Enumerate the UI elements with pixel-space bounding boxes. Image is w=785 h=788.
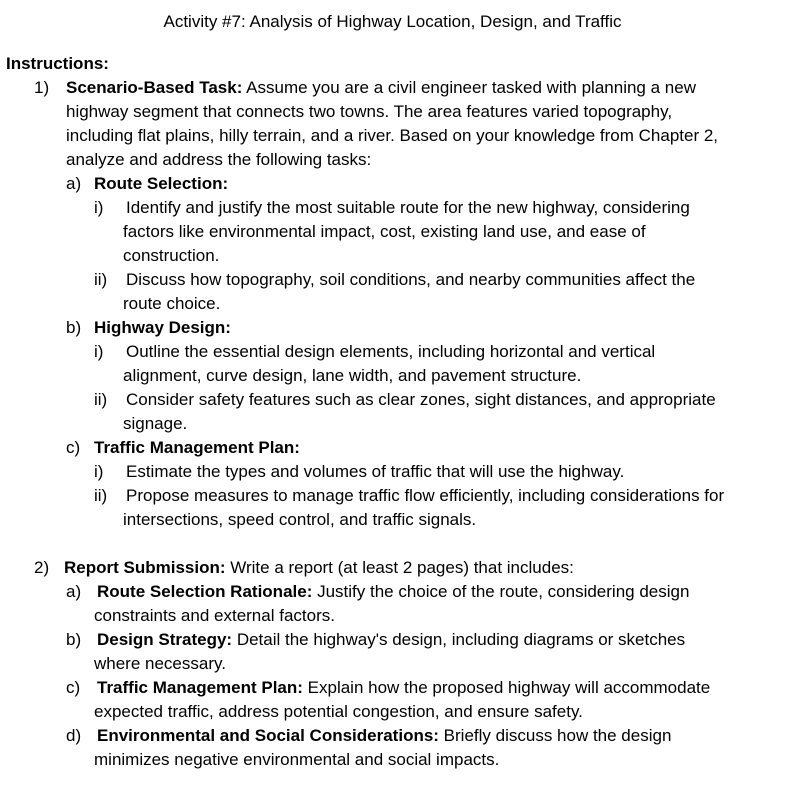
item-2c-bold-label: Traffic Management Plan: — [97, 678, 303, 697]
instructions-heading: Instructions: — [6, 54, 109, 73]
item-1c-ii-number: ii) — [94, 486, 108, 505]
item-2-line-1 — [64, 556, 574, 580]
item-2a-line-1-text: Justify the choice of the route, considering design — [312, 582, 690, 601]
item-1c-i-line-1: Estimate the types and volumes of traffic that will use the highway. — [126, 462, 625, 481]
item-1a-number: a) — [66, 174, 82, 193]
item-1a-i-line-2: factors like environmental impact, cost, existing land use, and ease of — [123, 222, 646, 241]
item-1b-ii-number: ii) — [94, 390, 108, 409]
item-2b-line-1-text: Detail the highway's design, including diagrams or sketches — [232, 630, 686, 649]
item-1b-number: b) — [66, 318, 82, 337]
item-2a-line-1 — [97, 580, 689, 604]
item-1b-title: Highway Design: — [94, 318, 231, 337]
item-2a-line-2: constraints and external factors. — [94, 606, 335, 625]
item-2-number: 2) — [34, 558, 50, 577]
item-2-bold-label: Report Submission: — [64, 558, 226, 577]
item-1b-i-line-2: alignment, curve design, lane width, and pavement structure. — [123, 366, 582, 385]
item-1c-number: c) — [66, 438, 81, 457]
item-2b-line-1 — [97, 628, 685, 652]
item-2-line-1-text: Write a report (at least 2 pages) that includes: — [225, 558, 574, 577]
item-1-line-1-text: Assume you are a civil engineer tasked with planning a new — [242, 78, 696, 97]
item-2d-number: d) — [66, 726, 82, 745]
item-2c-line-1-text: Explain how the proposed highway will accommodate — [302, 678, 711, 697]
item-1-number: 1) — [34, 78, 50, 97]
item-2a-bold-label: Route Selection Rationale: — [97, 582, 313, 601]
item-1b-ii-line-2: signage. — [123, 414, 188, 433]
item-2b-line-2: where necessary. — [94, 654, 226, 673]
item-1-line-2: highway segment that connects two towns. The area features varied topography, — [66, 102, 673, 121]
item-1a-i-number: i) — [94, 198, 104, 217]
item-1c-ii-line-1: Propose measures to manage traffic flow efficiently, including considerations for — [126, 486, 725, 505]
item-1b-i-number: i) — [94, 342, 104, 361]
item-2d-line-1-text: Briefly discuss how the design — [438, 726, 672, 745]
item-1a-ii-line-2: route choice. — [123, 294, 221, 313]
item-2a-number: a) — [66, 582, 82, 601]
item-1-bold-label: Scenario-Based Task: — [66, 78, 243, 97]
item-1a-title: Route Selection: — [94, 174, 229, 193]
item-1c-title: Traffic Management Plan: — [94, 438, 300, 457]
item-1c-ii-line-2: intersections, speed control, and traffic signals. — [123, 510, 477, 529]
item-2c-line-2: expected traffic, address potential congestion, and ensure safety. — [94, 702, 583, 721]
item-2d-line-1 — [97, 724, 671, 748]
item-2b-number: b) — [66, 630, 82, 649]
item-1-line-4: analyze and address the following tasks: — [66, 150, 372, 169]
item-1b-ii-line-1: Consider safety features such as clear zones, sight distances, and appropriate — [126, 390, 716, 409]
item-2c-line-1 — [97, 676, 710, 700]
item-2d-line-2: minimizes negative environmental and social impacts. — [94, 750, 500, 769]
item-1a-i-line-3: construction. — [123, 246, 220, 265]
item-1a-ii-line-1: Discuss how topography, soil conditions, and nearby communities affect the — [126, 270, 696, 289]
item-1-line-3: including flat plains, hilly terrain, and a river. Based on your knowledge from Chapter 2, — [66, 126, 719, 145]
document-title: Activity #7: Analysis of Highway Location, Design, and Traffic — [163, 12, 622, 31]
item-2b-bold-label: Design Strategy: — [97, 630, 233, 649]
item-1c-i-number: i) — [94, 462, 104, 481]
item-1b-i-line-1: Outline the essential design elements, including horizontal and vertical — [126, 342, 656, 361]
item-1a-i-line-1: Identify and justify the most suitable route for the new highway, considering — [126, 198, 690, 217]
item-2d-bold-label: Environmental and Social Considerations: — [97, 726, 439, 745]
item-1a-ii-number: ii) — [94, 270, 108, 289]
item-1-line-1 — [66, 76, 696, 100]
item-2c-number: c) — [66, 678, 81, 697]
